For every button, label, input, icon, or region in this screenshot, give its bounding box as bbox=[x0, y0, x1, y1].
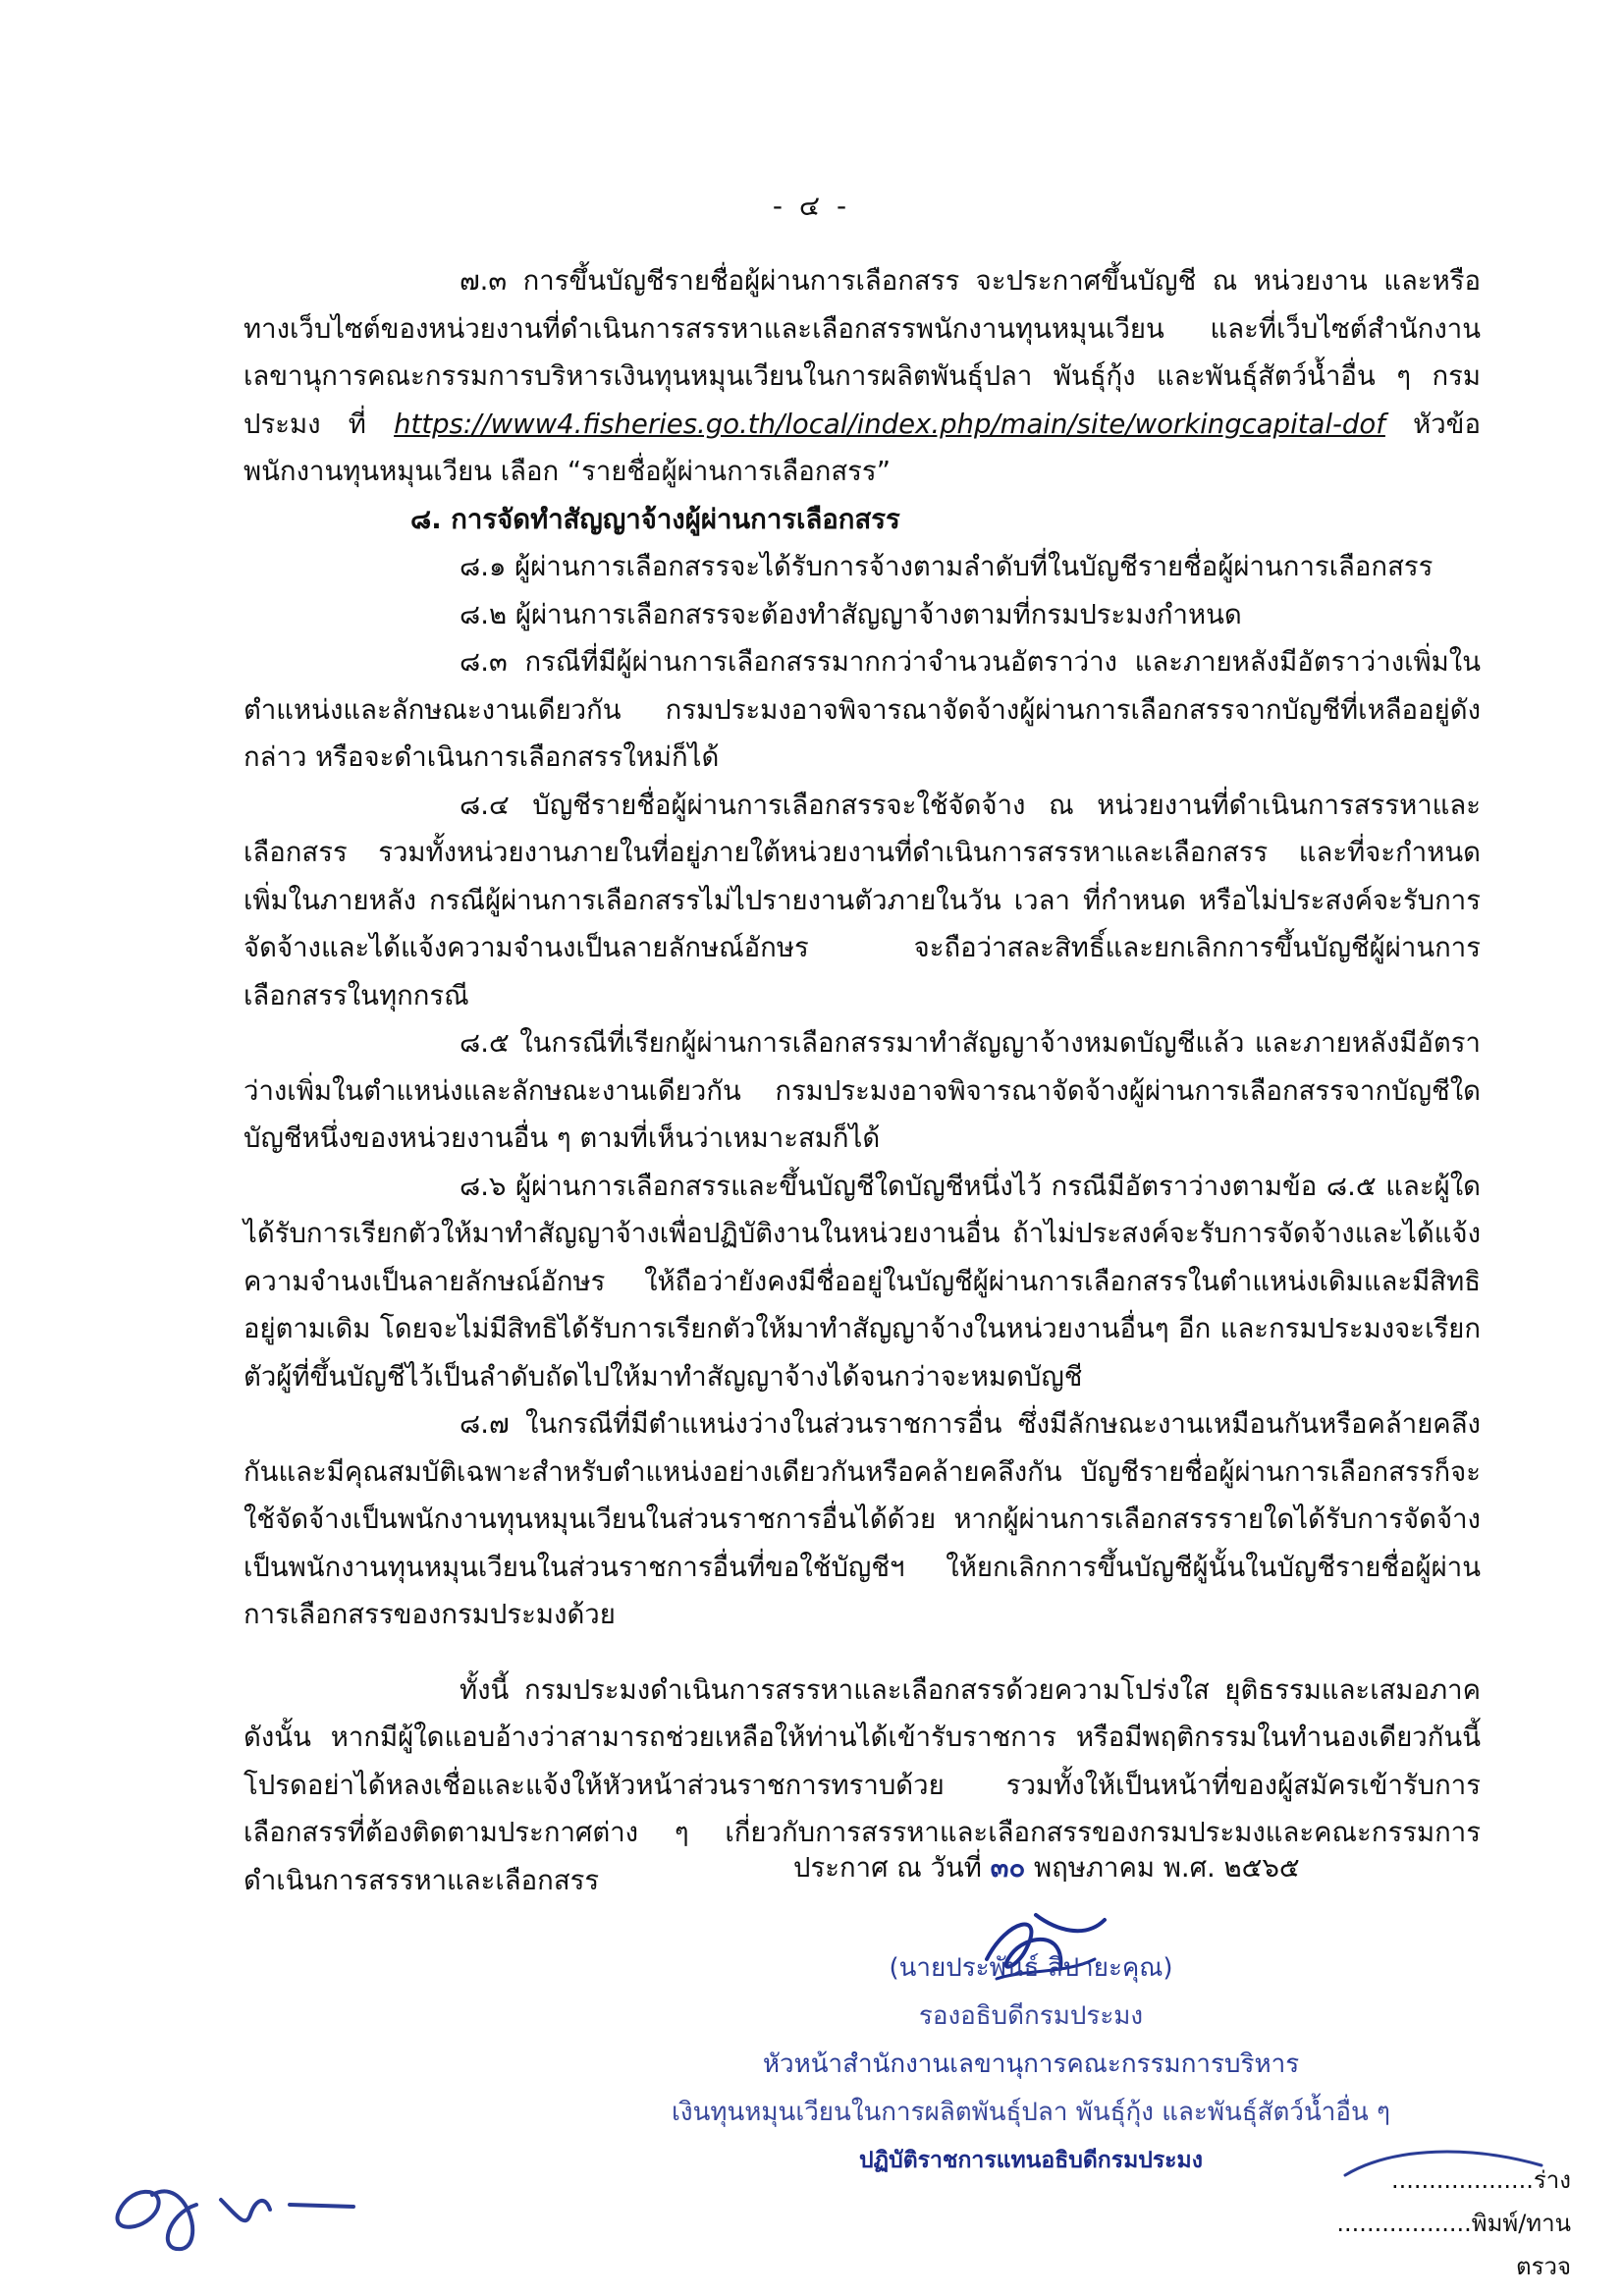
approval-margin-notes bbox=[1306, 2159, 1571, 2288]
signatory-title-line1: หัวหน้าสำนักงานเลขานุการคณะกรรมการบริหาร bbox=[762, 2050, 1300, 2079]
paragraph-8-6: ๘.๖ ผู้ผ่านการเลือกสรรและขึ้นบัญชีใดบัญชีหนึ่งไว้ กรณีมีอัตราว่างตามข้อ ๘.๕ และผู้ใดได้รับการเรียกตัวให้มาทำสัญญาจ้างเพื่อปฏิบัติงานในหน่วยงานอื่น ถ้าไม่ประสงค์จะรับการจัดจ้างและได้แจ้งความจำนงเป็นลายลักษณ์อักษร ให้ถือว่ายังคงมีชื่ออยู่ในบัญชีผู้ผ่านการเลือกสรรในตำแหน่งเดิมและมีสิทธิอยู่ตามเดิม โดยจะไม่มีสิทธิได้รับการเรียกตัวให้มาทำสัญญาจ้างในหน่วยงานอื่นๆ อีก และกรมประมงจะเรียกตัวผู้ที่ขึ้นบัญชีไว้เป็นลำดับถัดไปให้มาทำสัญญาจ้างได้จนกว่าจะหมดบัญชี bbox=[243, 1170, 1481, 1393]
typed-checked-note: ..................พิมพ์/ทาน bbox=[1336, 2210, 1571, 2237]
paragraph-7-3 bbox=[243, 257, 1481, 496]
page-number: - ๔ - bbox=[772, 190, 851, 222]
draft-note: ...................ร่าง bbox=[1390, 2166, 1571, 2194]
paragraph-7-3-tail: หัวข้อพนักงานทุนหมุนเวียน เลือก “รายชื่อผู้ผ่านการเลือกสรร” bbox=[243, 408, 1481, 487]
announcement-prefix: ประกาศ ณ วันที่ bbox=[793, 1852, 991, 1884]
paragraph-8-5: ๘.๕ ในกรณีที่เรียกผู้ผ่านการเลือกสรรมาทำสัญญาจ้างหมดบัญชีแล้ว และภายหลังมีอัตราว่างเพิ่มในตำแหน่งและลักษณะงานเดียวกัน กรมประมงอาจพิจารณาจัดจ้างผู้ผ่านการเลือกสรรจากบัญชีใดบัญชีหนึ่งของหน่วยงานอื่น ๆ ตามที่เห็นว่าเหมาะสมก็ได้ bbox=[243, 1027, 1481, 1154]
acting-on-behalf-line: ปฏิบัติราชการแทนอธิบดีกรมประมง bbox=[859, 2148, 1203, 2173]
paragraph-8-1: ๘.๑ ผู้ผ่านการเลือกสรรจะได้รับการจ้างตามลำดับที่ในบัญชีรายชื่อผู้ผ่านการเลือกสรร bbox=[460, 551, 1434, 582]
paragraph-8-3: ๘.๓ กรณีที่มีผู้ผ่านการเลือกสรรมากกว่าจำนวนอัตราว่าง และภายหลังมีอัตราว่างเพิ่มในตำแหน่งและลักษณะงานเดียวกัน กรมประมงอาจพิจารณาจัดจ้างผู้ผ่านการเลือกสรรจากบัญชีที่เหลืออยู่ดังกล่าว หรือจะดำเนินการเลือกสรรใหม่ก็ได้ bbox=[243, 646, 1481, 773]
announcement-suffix: พฤษภาคม พ.ศ. ๒๕๖๕ bbox=[1025, 1852, 1300, 1884]
closing-paragraph: ทั้งนี้ กรมประมงดำเนินการสรรหาและเลือกสรรด้วยความโปร่งใส ยุติธรรมและเสมอภาค ดังนั้น หากมีผู้ใดแอบอ้างว่าสามารถช่วยเหลือให้ท่านได้เข้ารับราชการ หรือมีพฤติกรรมในทำนองเดียวกันนี้ โปรดอย่าได้หลงเชื่อและแจ้งให้หัวหน้าส่วนราชการทราบด้วย รวมทั้งให้เป็นหน้าที่ของผู้สมัครเข้ารับการเลือกสรรที่ต้องติดตามประกาศต่าง ๆ เกี่ยวกับการสรรหาและเลือกสรรของกรมประมงและคณะกรรมการดำเนินการสรรหาและเลือกสรร bbox=[243, 1673, 1481, 1896]
signatory-name: (นายประพันธ์ ลีปายะคุณ) bbox=[889, 1953, 1173, 1983]
initials-signature bbox=[98, 2156, 373, 2264]
announcement-day: ๓๐ bbox=[990, 1852, 1026, 1884]
signatory-block bbox=[668, 1944, 1394, 2185]
paragraph-8-7: ๘.๗ ในกรณีที่มีตำแหน่งว่างในส่วนราชการอื่น ซึ่งมีลักษณะงานเหมือนกันหรือคล้ายคลึงกันและมีคุณสมบัติเฉพาะสำหรับตำแหน่งอย่างเดียวกันหรือคล้ายคลึงกัน บัญชีรายชื่อผู้ผ่านการเลือกสรรก็จะใช้จัดจ้างเป็นพนักงานทุนหมุนเวียนในส่วนราชการอื่นได้ด้วย หากผู้ผ่านการเลือกสรรรายใดได้รับการจัดจ้างเป็นพนักงานทุนหมุนเวียนในส่วนราชการอื่นที่ขอใช้บัญชีฯ ให้ยกเลิกการขึ้นบัญชีผู้นั้นในบัญชีรายชื่อผู้ผ่านการเลือกสรรของกรมประมงด้วย bbox=[243, 1408, 1481, 1630]
reviewed-note: ตรวจ bbox=[1515, 2253, 1571, 2280]
signatory-position: รองอธิบดีกรมประมง bbox=[918, 2001, 1144, 2031]
signatory-title-line2: เงินทุนหมุนเวียนในการผลิตพันธุ์ปลา พันธุ์กุ้ง และพันธุ์สัตว์น้ำอื่น ๆ bbox=[672, 2098, 1390, 2127]
paragraph-8-2: ๘.๒ ผู้ผ่านการเลือกสรรจะต้องทำสัญญาจ้างตามที่กรมประมงกำหนด bbox=[460, 598, 1242, 630]
section-8-heading: ๘. การจัดทำสัญญาจ้างผู้ผ่านการเลือกสรร bbox=[410, 503, 900, 535]
document-body bbox=[243, 257, 1481, 1904]
paragraph-7-3-text: ๗.๓ การขึ้นบัญชีรายชื่อผู้ผ่านการเลือกสรร จะประกาศขึ้นบัญชี ณ หน่วยงาน และหรือทางเว็บไซต์ของหน่วยงานที่ดำเนินการสรรหาและเลือกสรรพนักงานทุนหมุนเวียน และที่เว็บไซต์สำนักงานเลขานุการคณะกรรมการบริหารเงินทุนหมุนเวียนในการผลิตพันธุ์ปลา พันธุ์กุ้ง และพันธุ์สัตว์น้ำอื่น ๆ กรมประมง ที่ bbox=[243, 265, 1481, 440]
paragraph-gap bbox=[243, 1639, 1481, 1667]
announcement-date bbox=[793, 1846, 1300, 1889]
paragraph-8-4: ๘.๔ บัญชีรายชื่อผู้ผ่านการเลือกสรรจะใช้จัดจ้าง ณ หน่วยงานที่ดำเนินการสรรหาและเลือกสรร รวมทั้งหน่วยงานภายในที่อยู่ภายใต้หน่วยงานที่ดำเนินการสรรหาและเลือกสรร และที่จะกำหนดเพิ่มในภายหลัง กรณีผู้ผ่านการเลือกสรรไม่ไปรายงานตัวภายในวัน เวลา ที่กำหนด หรือไม่ประสงค์จะรับการจัดจ้างและได้แจ้งความจำนงเป็นลายลักษณ์อักษร จะถือว่าสละสิทธิ์และยกเลิกการขึ้นบัญชีผู้ผ่านการเลือกสรรในทุกกรณี bbox=[243, 789, 1481, 1011]
fisheries-website-link[interactable]: https://www4.fisheries.go.th/local/index.php/main/site/workingcapital-dof bbox=[394, 408, 1385, 440]
